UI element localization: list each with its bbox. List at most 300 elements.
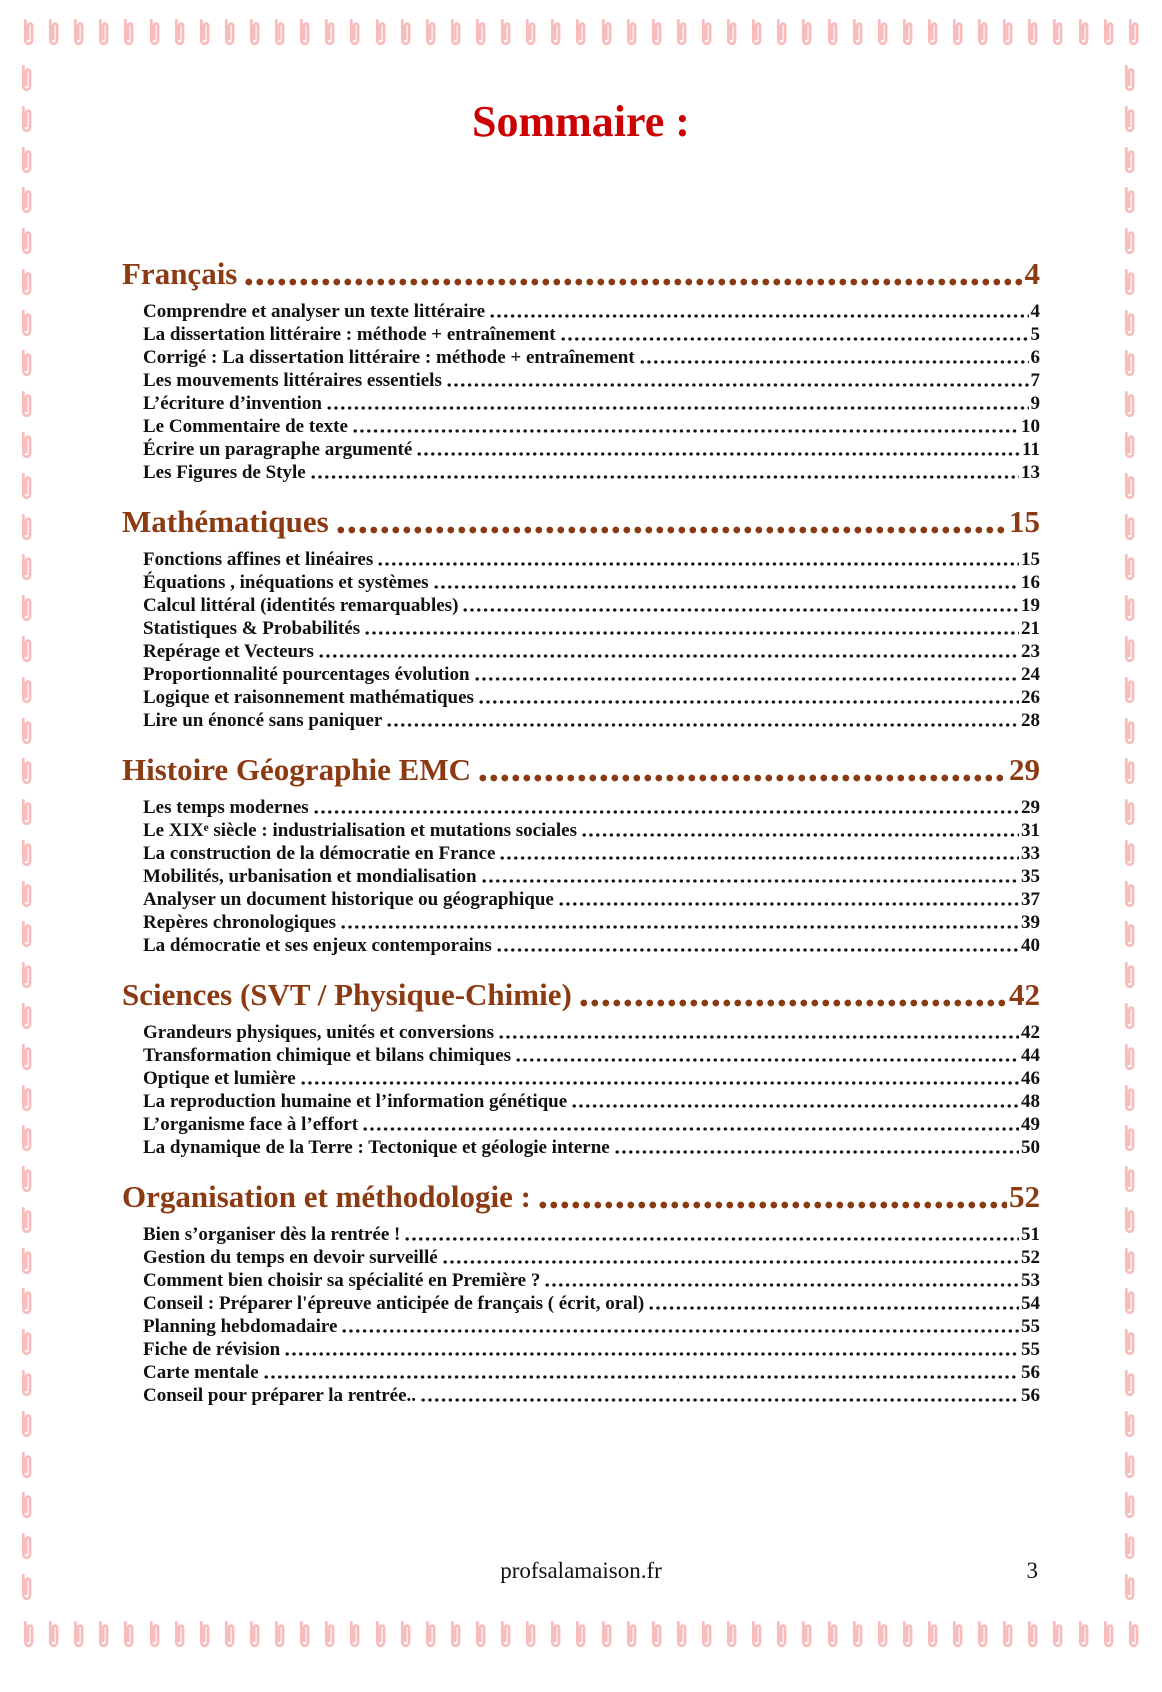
paperclip-icon (1123, 1245, 1136, 1278)
entry-title: Conseil : Préparer l'épreuve anticipée de français ( écrit, oral) (143, 1293, 645, 1314)
paperclip-icon (148, 1618, 161, 1651)
section-title: Histoire Géographie EMC (122, 752, 471, 787)
entry-title: Les Figures de Style (143, 462, 306, 483)
paperclip-icon (1102, 16, 1115, 49)
paperclip-icon (650, 1618, 663, 1651)
paperclip-icon (1123, 388, 1136, 421)
entry-title: Logique et raisonnement mathématiques (143, 687, 474, 708)
paperclip-icon (323, 1618, 336, 1651)
paperclip-icon (20, 347, 33, 380)
paperclip-icon (20, 837, 33, 870)
paperclip-icon (20, 184, 33, 217)
entry-page-number: 23 (1021, 641, 1040, 662)
paperclip-icon (700, 1618, 713, 1651)
entry-page-number: 44 (1021, 1045, 1040, 1066)
entry-title: Repérage et Vecteurs (143, 641, 314, 662)
entry-title: Comprendre et analyser un texte littéraire (143, 301, 486, 322)
paperclip-icon (1123, 347, 1136, 380)
toc-entry-row[interactable] (122, 1223, 1040, 1246)
paperclip-icon (1102, 1618, 1115, 1651)
paperclip-icon (20, 796, 33, 829)
toc-section (122, 750, 1040, 957)
entry-dotted-leader (421, 1397, 1019, 1403)
toc-section (122, 1177, 1040, 1407)
section-page-number: 15 (1009, 504, 1040, 539)
paperclip-icon (97, 1618, 110, 1651)
entry-dotted-leader (640, 359, 1029, 365)
paperclip-icon (20, 1489, 33, 1522)
paperclip-icon (1127, 1618, 1140, 1651)
paperclip-icon (1123, 837, 1136, 870)
paperclip-icon (1123, 878, 1136, 911)
paperclip-icon (449, 1618, 462, 1651)
section-heading-row[interactable] (122, 1177, 1040, 1217)
paperclip-icon (1123, 1326, 1136, 1359)
entry-dotted-leader (405, 1236, 1019, 1242)
paperclip-icon (20, 1571, 33, 1604)
section-title: Mathématiques (122, 504, 329, 539)
entry-page-number: 53 (1021, 1270, 1040, 1291)
paperclip-icon (20, 1041, 33, 1074)
paperclip-icon (600, 1618, 613, 1651)
entry-title: Les temps modernes (143, 797, 309, 818)
entry-title: Carte mentale (143, 1362, 259, 1383)
paperclip-icon (1123, 796, 1136, 829)
paperclip-icon (1123, 1530, 1136, 1563)
entry-title: Calcul littéral (identités remarquables) (143, 595, 459, 616)
paperclip-icon (926, 1618, 939, 1651)
toc-entry-row[interactable] (122, 1315, 1040, 1338)
footer-site-text: profsalamaison.fr (500, 1558, 662, 1583)
section-heading-row[interactable] (122, 254, 1040, 294)
entry-title: Transformation chimique et bilans chimiques (143, 1045, 512, 1066)
entry-title: Statistiques & Probabilités (143, 618, 361, 639)
entry-dotted-leader (479, 699, 1019, 705)
toc-entry-row[interactable] (122, 392, 1040, 415)
paperclip-icon (625, 1618, 638, 1651)
entry-title: Écrire un paragraphe argumenté (143, 439, 413, 460)
paperclip-icon (1123, 918, 1136, 951)
entry-title: Proportionnalité pourcentages évolution (143, 664, 470, 685)
toc-entry-row[interactable] (122, 461, 1040, 484)
paperclip-icon (22, 16, 35, 49)
paperclip-icon (173, 1618, 186, 1651)
entry-title: La construction de la démocratie en France (143, 843, 496, 864)
entry-dotted-leader (365, 630, 1019, 636)
paperclip-icon (20, 388, 33, 421)
paperclip-icon (72, 1618, 85, 1651)
section-entries (122, 1223, 1040, 1407)
paperclip-icon (1051, 1618, 1064, 1651)
toc-entry-row[interactable] (122, 369, 1040, 392)
entry-dotted-leader (311, 474, 1019, 480)
toc-entry-row[interactable] (122, 1067, 1040, 1090)
footer-page-number: 3 (1026, 1558, 1038, 1583)
paperclip-icon (1123, 551, 1136, 584)
section-title: Français (122, 256, 238, 291)
paperclip-icon (20, 307, 33, 340)
paperclip-icon (1123, 144, 1136, 177)
section-entries (122, 548, 1040, 732)
entry-dotted-leader (649, 1305, 1019, 1311)
entry-page-number: 56 (1021, 1385, 1040, 1406)
paperclip-icon (424, 1618, 437, 1651)
paperclip-icon (1123, 1408, 1136, 1441)
entry-page-number: 5 (1030, 324, 1040, 345)
toc-entry-row[interactable] (122, 934, 1040, 957)
toc-entry-row[interactable] (122, 1246, 1040, 1269)
paperclip-icon (273, 1618, 286, 1651)
entry-dotted-leader (497, 947, 1019, 953)
paperclip-icon (474, 1618, 487, 1651)
paperclip-icon (951, 1618, 964, 1651)
entry-page-number: 40 (1021, 935, 1040, 956)
paperclip-icon (1123, 1041, 1136, 1074)
paperclip-icon (1026, 1618, 1039, 1651)
paperclip-icon (20, 959, 33, 992)
paperclip-icon (348, 1618, 361, 1651)
section-entries (122, 796, 1040, 957)
entry-dotted-leader (387, 722, 1019, 728)
paperclip-icon (499, 1618, 512, 1651)
paperclip-icon (20, 103, 33, 136)
border-left (20, 62, 33, 1604)
section-entries (122, 300, 1040, 484)
paperclip-icon (1123, 511, 1136, 544)
entry-title: Planning hebdomadaire (143, 1316, 338, 1337)
paperclip-icon (775, 1618, 788, 1651)
entry-page-number: 56 (1021, 1362, 1040, 1383)
entry-page-number: 26 (1021, 687, 1040, 708)
entry-title: L’écriture d’invention (143, 393, 322, 414)
entry-page-number: 24 (1021, 664, 1040, 685)
toc-entry-row[interactable] (122, 1090, 1040, 1113)
paperclip-icon (1123, 755, 1136, 788)
paperclip-icon (20, 1163, 33, 1196)
section-heading-row[interactable] (122, 502, 1040, 542)
entry-page-number: 37 (1021, 889, 1040, 910)
toc-entry-row[interactable] (122, 1113, 1040, 1136)
toc-entry-row[interactable] (122, 1361, 1040, 1384)
paperclip-icon (1123, 1204, 1136, 1237)
paperclip-icon (20, 62, 33, 95)
entry-page-number: 55 (1021, 1339, 1040, 1360)
paperclip-icon (47, 16, 60, 49)
entry-dotted-leader (327, 405, 1029, 411)
toc-section (122, 502, 1040, 732)
toc-entry-row[interactable] (122, 663, 1040, 686)
entry-page-number: 6 (1030, 347, 1040, 368)
paperclip-icon (20, 715, 33, 748)
footer (122, 1558, 1040, 1590)
paperclip-icon (20, 1204, 33, 1237)
toc (122, 254, 1040, 1407)
entry-title: Gestion du temps en devoir surveillé (143, 1247, 438, 1268)
section-heading-row[interactable] (122, 975, 1040, 1015)
paperclip-icon (1123, 225, 1136, 258)
paperclip-icon (549, 1618, 562, 1651)
paperclip-icon (20, 470, 33, 503)
toc-entry-row[interactable] (122, 415, 1040, 438)
entry-title: Mobilités, urbanisation et mondialisation (143, 866, 477, 887)
paperclip-icon (976, 1618, 989, 1651)
entry-dotted-leader (463, 607, 1019, 613)
section-title: Organisation et méthodologie : (122, 1179, 531, 1214)
entry-title: Équations , inéquations et systèmes (143, 572, 429, 593)
toc-entry-row[interactable] (122, 594, 1040, 617)
entry-dotted-leader (482, 878, 1019, 884)
entry-page-number: 7 (1030, 370, 1040, 391)
section-page-number: 29 (1009, 752, 1040, 787)
paperclip-icon (20, 1367, 33, 1400)
toc-entry-row[interactable] (122, 865, 1040, 888)
toc-entry-row[interactable] (122, 300, 1040, 323)
entry-dotted-leader (572, 1103, 1019, 1109)
paperclip-icon (20, 1245, 33, 1278)
paperclip-icon (20, 1285, 33, 1318)
border-bottom (22, 1618, 1140, 1651)
entry-dotted-leader (363, 1126, 1019, 1132)
toc-entry-row[interactable] (122, 617, 1040, 640)
section-heading-row[interactable] (122, 750, 1040, 790)
entry-dotted-leader (301, 1080, 1019, 1086)
paperclip-icon (20, 755, 33, 788)
paperclip-icon (1051, 16, 1064, 49)
paperclip-icon (20, 674, 33, 707)
entry-dotted-leader (561, 336, 1029, 342)
paperclip-icon (1123, 184, 1136, 217)
entry-title: Lire un énoncé sans paniquer (143, 710, 383, 731)
toc-entry-row[interactable] (122, 709, 1040, 732)
paperclip-icon (1077, 1618, 1090, 1651)
entry-page-number: 51 (1021, 1224, 1040, 1245)
entry-page-number: 46 (1021, 1068, 1040, 1089)
toc-entry-row[interactable] (122, 888, 1040, 911)
entry-page-number: 28 (1021, 710, 1040, 731)
page-content (122, 0, 1040, 1407)
paperclip-icon (20, 511, 33, 544)
entry-dotted-leader (353, 428, 1019, 434)
paperclip-icon (20, 144, 33, 177)
entry-title: Conseil pour préparer la rentrée.. (143, 1385, 417, 1406)
entry-dotted-leader (447, 382, 1029, 388)
entry-dotted-leader (417, 451, 1020, 457)
entry-dotted-leader (516, 1057, 1019, 1063)
entry-dotted-leader (500, 855, 1019, 861)
entry-title: Analyser un document historique ou géographique (143, 889, 554, 910)
paperclip-icon (97, 16, 110, 49)
paperclip-icon (1123, 592, 1136, 625)
entry-title: Fiche de révision (143, 1339, 281, 1360)
paperclip-icon (1123, 307, 1136, 340)
paperclip-icon (1123, 1000, 1136, 1033)
entry-page-number: 13 (1021, 462, 1040, 483)
section-dotted-leader (479, 773, 1007, 783)
entry-page-number: 42 (1021, 1022, 1040, 1043)
entry-title: La démocratie et ses enjeux contemporains (143, 935, 492, 956)
paperclip-icon (20, 592, 33, 625)
entry-dotted-leader (314, 809, 1019, 815)
entry-title: Les mouvements littéraires essentiels (143, 370, 442, 391)
entry-dotted-leader (378, 561, 1019, 567)
section-page-number: 4 (1024, 256, 1040, 291)
toc-entry-row[interactable] (122, 1269, 1040, 1292)
paperclip-icon (1123, 1122, 1136, 1155)
entry-dotted-leader (319, 653, 1019, 659)
entry-page-number: 49 (1021, 1114, 1040, 1135)
paperclip-icon (20, 225, 33, 258)
paperclip-icon (876, 1618, 889, 1651)
toc-entry-row[interactable] (122, 1044, 1040, 1067)
paperclip-icon (1123, 266, 1136, 299)
paperclip-icon (20, 1449, 33, 1482)
paperclip-icon (20, 633, 33, 666)
entry-dotted-leader (342, 1328, 1019, 1334)
entry-dotted-leader (341, 924, 1019, 930)
entry-page-number: 33 (1021, 843, 1040, 864)
paperclip-icon (1123, 470, 1136, 503)
entry-page-number: 4 (1030, 301, 1040, 322)
entry-dotted-leader (615, 1149, 1019, 1155)
paperclip-icon (675, 1618, 688, 1651)
entry-dotted-leader (285, 1351, 1019, 1357)
paperclip-icon (22, 1618, 35, 1651)
entry-page-number: 52 (1021, 1247, 1040, 1268)
entry-page-number: 54 (1021, 1293, 1040, 1314)
entry-page-number: 16 (1021, 572, 1040, 593)
paperclip-icon (1123, 1489, 1136, 1522)
toc-entry-row[interactable] (122, 1021, 1040, 1044)
entry-title: Corrigé : La dissertation littéraire : méthode + entraînement (143, 347, 635, 368)
toc-entry-row[interactable] (122, 571, 1040, 594)
entry-dotted-leader (490, 313, 1028, 319)
section-page-number: 42 (1009, 977, 1040, 1012)
paperclip-icon (1001, 1618, 1014, 1651)
toc-section (122, 254, 1040, 484)
toc-entry-row[interactable] (122, 323, 1040, 346)
paperclip-icon (20, 918, 33, 951)
entry-title: Grandeurs physiques, unités et conversions (143, 1022, 495, 1043)
paperclip-icon (20, 266, 33, 299)
paperclip-icon (826, 1618, 839, 1651)
paperclip-icon (1123, 674, 1136, 707)
entry-dotted-leader (499, 1034, 1019, 1040)
paperclip-icon (1123, 715, 1136, 748)
paperclip-icon (1123, 1285, 1136, 1318)
paperclip-icon (725, 1618, 738, 1651)
paperclip-icon (1127, 16, 1140, 49)
entry-page-number: 11 (1022, 439, 1040, 460)
paperclip-icon (72, 16, 85, 49)
entry-title: La dissertation littéraire : méthode + entraînement (143, 324, 556, 345)
paperclip-icon (248, 1618, 261, 1651)
toc-entry-row[interactable] (122, 640, 1040, 663)
paperclip-icon (20, 1326, 33, 1359)
border-right (1123, 62, 1136, 1604)
entry-title: La reproduction humaine et l’information génétique (143, 1091, 568, 1112)
entry-dotted-leader (582, 832, 1019, 838)
paperclip-icon (122, 1618, 135, 1651)
toc-entry-row[interactable] (122, 686, 1040, 709)
entry-page-number: 31 (1021, 820, 1040, 841)
section-dotted-leader (539, 1200, 1007, 1210)
entry-dotted-leader (434, 584, 1019, 590)
paperclip-icon (1123, 959, 1136, 992)
paperclip-icon (20, 1408, 33, 1441)
paperclip-icon (198, 1618, 211, 1651)
entry-page-number: 9 (1030, 393, 1040, 414)
paperclip-icon (901, 1618, 914, 1651)
section-title: Sciences (SVT / Physique-Chimie) (122, 977, 572, 1012)
paperclip-icon (374, 1618, 387, 1651)
toc-entry-row[interactable] (122, 438, 1040, 461)
toc-entry-row[interactable] (122, 548, 1040, 571)
paperclip-icon (851, 1618, 864, 1651)
entry-title: Le XIXᵉ siècle : industrialisation et mutations sociales (143, 820, 577, 841)
entry-title: Fonctions affines et linéaires (143, 549, 374, 570)
paperclip-icon (399, 1618, 412, 1651)
paperclip-icon (1077, 16, 1090, 49)
entry-title: Bien s’organiser dès la rentrée ! (143, 1224, 401, 1245)
toc-entry-row[interactable] (122, 1136, 1040, 1159)
entry-title: La dynamique de la Terre : Tectonique et géologie interne (143, 1137, 610, 1158)
paperclip-icon (20, 878, 33, 911)
paperclip-icon (1123, 429, 1136, 462)
paperclip-icon (20, 551, 33, 584)
paperclip-icon (524, 1618, 537, 1651)
paperclip-icon (20, 1000, 33, 1033)
entry-title: L’organisme face à l’effort (143, 1114, 359, 1135)
paperclip-icon (1123, 633, 1136, 666)
toc-section (122, 975, 1040, 1159)
paperclip-icon (47, 1618, 60, 1651)
entry-page-number: 55 (1021, 1316, 1040, 1337)
entry-title: Comment bien choisir sa spécialité en Première ? (143, 1270, 541, 1291)
entry-title: Repères chronologiques (143, 912, 336, 933)
paperclip-icon (574, 1618, 587, 1651)
paperclip-icon (750, 1618, 763, 1651)
page-title: Sommaire : (472, 97, 690, 146)
paperclip-icon (223, 1618, 236, 1651)
paperclip-icon (20, 1122, 33, 1155)
entry-dotted-leader (559, 901, 1019, 907)
toc-entry-row[interactable] (122, 346, 1040, 369)
paperclip-icon (1123, 1449, 1136, 1482)
toc-entry-row[interactable] (122, 1292, 1040, 1315)
entry-page-number: 48 (1021, 1091, 1040, 1112)
entry-page-number: 50 (1021, 1137, 1040, 1158)
paperclip-icon (1123, 1163, 1136, 1196)
entry-title: Le Commentaire de texte (143, 416, 348, 437)
toc-entry-row[interactable] (122, 842, 1040, 865)
toc-entry-row[interactable] (122, 796, 1040, 819)
paperclip-icon (1123, 103, 1136, 136)
section-page-number: 52 (1009, 1179, 1040, 1214)
paperclip-icon (20, 1530, 33, 1563)
entry-dotted-leader (475, 676, 1019, 682)
entry-page-number: 29 (1021, 797, 1040, 818)
toc-entry-row[interactable] (122, 1384, 1040, 1407)
paperclip-icon (20, 1082, 33, 1115)
toc-entry-row[interactable] (122, 819, 1040, 842)
entry-title: Optique et lumière (143, 1068, 296, 1089)
paperclip-icon (800, 1618, 813, 1651)
toc-entry-row[interactable] (122, 911, 1040, 934)
entry-page-number: 10 (1021, 416, 1040, 437)
entry-page-number: 39 (1021, 912, 1040, 933)
entry-page-number: 21 (1021, 618, 1040, 639)
toc-entry-row[interactable] (122, 1338, 1040, 1361)
